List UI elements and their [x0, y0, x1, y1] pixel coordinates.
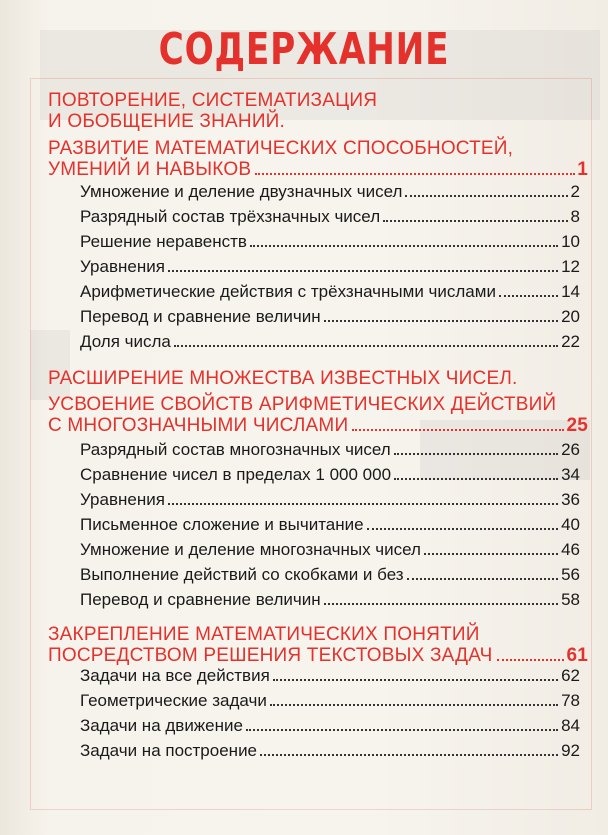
page-title: СОДЕРЖАНИЕ — [158, 24, 450, 75]
toc-entry[interactable] — [80, 741, 580, 761]
bleed-through-shadow — [30, 330, 70, 400]
leader-dots — [497, 658, 565, 661]
toc-entry[interactable] — [80, 465, 580, 485]
toc-entry[interactable] — [80, 540, 580, 560]
toc-entry-title: Уравнения — [80, 490, 165, 509]
leader-dots — [499, 294, 558, 297]
toc-entry-page: 10 — [561, 232, 580, 251]
section-heading-last-line[interactable] — [48, 415, 588, 436]
leader-dots — [260, 753, 558, 756]
toc-entry[interactable] — [80, 440, 580, 460]
toc-entry[interactable] — [80, 666, 580, 686]
section-page-number: 1 — [577, 159, 588, 180]
toc-entry-page: 40 — [561, 515, 580, 534]
toc-entry-title: Умножение и деление многозначных чисел — [80, 540, 421, 559]
toc-entry-title: Геометрические задачи — [80, 691, 267, 710]
leader-dots — [324, 602, 558, 605]
toc-entry-title: Уравнения — [80, 257, 165, 276]
toc-entry[interactable] — [80, 691, 580, 711]
toc-entry-title: Перевод и сравнение величин — [80, 590, 321, 609]
toc-entry-page: 78 — [561, 691, 580, 710]
toc-entry-title: Арифметические действия с трёхзначными числами — [80, 282, 496, 301]
toc-entry-page: 62 — [561, 666, 580, 685]
toc-entry-page: 84 — [561, 716, 580, 735]
toc-entry[interactable] — [80, 590, 580, 610]
toc-entry-title: Сравнение чисел в пределах 1 000 000 — [80, 465, 392, 484]
toc-entry-page: 20 — [561, 307, 580, 326]
toc-entry-page: 22 — [561, 332, 580, 351]
leader-dots — [383, 219, 567, 222]
toc-entry-page: 2 — [570, 182, 580, 201]
toc-entry-page: 56 — [561, 565, 580, 584]
section-heading-last-line[interactable] — [48, 159, 588, 180]
toc-entry[interactable] — [80, 182, 580, 202]
section-heading-line: ПОВТОРЕНИЕ, СИСТЕМАТИЗАЦИЯ — [48, 90, 378, 111]
toc-entry-page: 34 — [561, 465, 580, 484]
toc-entry-title: Задачи на движение — [80, 716, 243, 735]
leader-dots — [394, 452, 558, 455]
toc-entry[interactable] — [80, 307, 580, 327]
toc-entry[interactable] — [80, 282, 580, 302]
toc-entry[interactable] — [80, 716, 580, 736]
toc-entry-page: 58 — [561, 590, 580, 609]
leader-dots — [168, 269, 558, 272]
section-heading — [48, 138, 588, 180]
leader-dots — [273, 678, 558, 681]
section-heading-line: УМЕНИЙ И НАВЫКОВ — [48, 159, 252, 180]
toc-entry[interactable] — [80, 565, 580, 585]
toc-entry[interactable] — [80, 515, 580, 535]
toc-entry-page: 92 — [561, 741, 580, 760]
section-heading-line: УСВОЕНИЕ СВОЙСТВ АРИФМЕТИЧЕСКИХ ДЕЙСТВИЙ — [48, 394, 557, 415]
toc-entry[interactable] — [80, 257, 580, 277]
leader-dots — [168, 502, 558, 505]
toc-entry[interactable] — [80, 490, 580, 510]
toc-entry[interactable] — [80, 332, 580, 352]
leader-dots — [407, 577, 559, 580]
section-page-number: 25 — [566, 415, 588, 436]
toc-entry-page: 14 — [561, 282, 580, 301]
leader-dots — [255, 172, 575, 175]
toc-entry[interactable] — [80, 207, 580, 227]
leader-dots — [246, 728, 558, 731]
leader-dots — [270, 703, 558, 706]
section-heading-line: С МНОГОЗНАЧНЫМИ ЧИСЛАМИ — [48, 415, 349, 436]
toc-entry-title: Письменное сложение и вычитание — [80, 515, 364, 534]
toc-entry-page: 36 — [561, 490, 580, 509]
leader-dots — [250, 244, 558, 247]
section-heading-line: ЗАКРЕПЛЕНИЕ МАТЕМАТИЧЕСКИХ ПОНЯТИЙ — [48, 624, 480, 645]
leader-dots — [352, 428, 564, 431]
toc-entry-page: 46 — [561, 540, 580, 559]
toc-entry-title: Выполнение действий со скобками и без — [80, 565, 404, 584]
leader-dots — [324, 319, 558, 322]
toc-entry-page: 12 — [561, 257, 580, 276]
section-heading — [48, 624, 588, 666]
toc-entry-title: Задачи на все действия — [80, 666, 270, 685]
toc-entry-title: Решение неравенств — [80, 232, 247, 251]
toc-entry-title: Разрядный состав многозначных чисел — [80, 440, 391, 459]
toc-entry-page: 26 — [561, 440, 580, 459]
toc-entry-title: Доля числа — [80, 332, 171, 351]
toc-entry-title: Умножение и деление двузначных чисел — [80, 182, 403, 201]
section-heading-last-line[interactable] — [48, 645, 588, 666]
toc-entry[interactable] — [80, 232, 580, 252]
section-page-number: 61 — [566, 645, 588, 666]
section-heading — [48, 90, 588, 132]
leader-dots — [405, 194, 567, 197]
leader-dots — [367, 527, 558, 530]
leader-dots — [394, 477, 558, 480]
leader-dots — [174, 344, 558, 347]
section-heading-line: И ОБОБЩЕНИЕ ЗНАНИЙ. — [48, 111, 286, 132]
toc-entry-title: Перевод и сравнение величин — [80, 307, 321, 326]
section-heading — [48, 394, 588, 436]
section-heading-line: РАСШИРЕНИЕ МНОЖЕСТВА ИЗВЕСТНЫХ ЧИСЕЛ. — [48, 368, 518, 389]
section-heading — [48, 368, 588, 389]
section-heading-line: РАЗВИТИЕ МАТЕМАТИЧЕСКИХ СПОСОБНОСТЕЙ, — [48, 138, 514, 159]
toc-entry-page: 8 — [570, 207, 580, 226]
leader-dots — [424, 552, 558, 555]
section-heading-line: ПОСРЕДСТВОМ РЕШЕНИЯ ТЕКСТОВЫХ ЗАДАЧ — [48, 645, 493, 666]
toc-entry-title: Разрядный состав трёхзначных чисел — [80, 207, 381, 226]
toc-entry-title: Задачи на построение — [80, 741, 258, 760]
